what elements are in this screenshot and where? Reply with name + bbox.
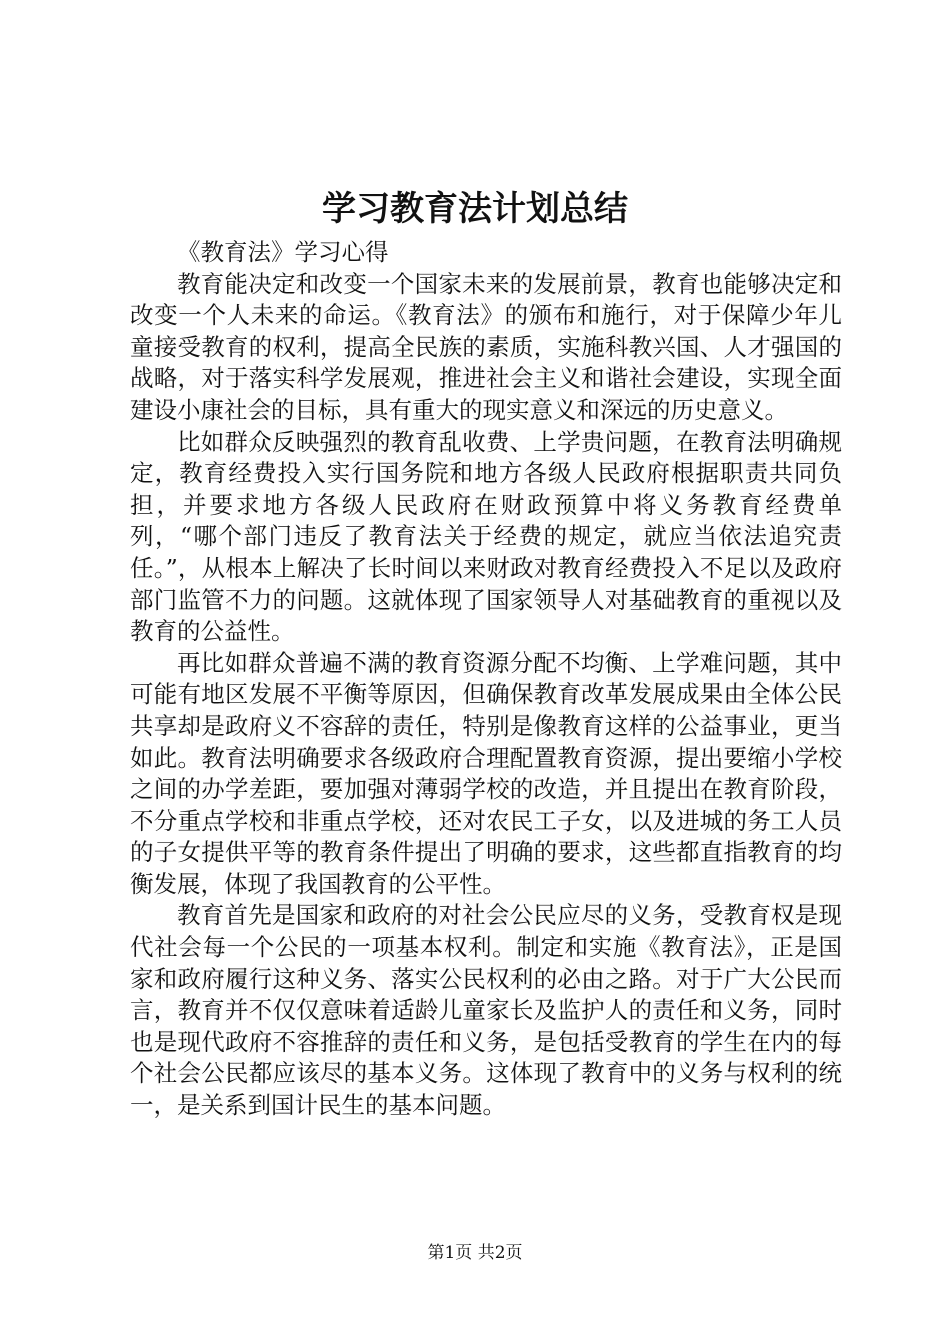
document-title: 学习教育法计划总结 — [322, 189, 628, 229]
paragraph-2: 比如群众反映强烈的教育乱收费、上学贵问题，在教育法明确规定，教育经费投入实行国务院和地方各级人民政府根据职责共同负担，并要求地方各级人民政府在财政预算中将义务教育经费单列，“哪个部门违反了教育法关于经费的规定，就应当依法追究责任。”，从根本上解决了长时间以来财政对教育经费投入不足以及政府部门监管不力的问题。这就体现了国家领导人对基础教育的重视以及教育的公益性。 — [130, 427, 842, 646]
paragraph-4: 教育首先是国家和政府的对社会公民应尽的义务，受教育权是现代社会每一个公民的一项基本权利。制定和实施《教育法》，正是国家和政府履行这种义务、落实公民权利的必由之路。对于广大公民而言，教育并不仅仅意味着适龄儿童家长及监护人的责任和义务，同时也是现代政府不容推辞的责任和义务，是包括受教育的学生在内的每个社会公民都应该尽的基本义务。这体现了教育中的义务与权利的统一，是关系到国计民生的基本问题。 — [130, 901, 842, 1120]
paragraph-1: 教育能决定和改变一个国家未来的发展前景，教育也能够决定和改变一个人未来的命运。《教育法》的颁布和施行，对于保障少年儿童接受教育的权利，提高全民族的素质，实施科教兴国、人才强国的战略，对于落实科学发展观，推进社会主义和谐社会建设，实现全面建设小康社会的目标，具有重大的现实意义和深远的历史意义。 — [130, 269, 842, 424]
paragraph-3: 再比如群众普遍不满的教育资源分配不均衡、上学难问题，其中可能有地区发展不平衡等原因，但确保教育改革发展成果由全体公民共享却是政府义不容辞的责任，特别是像教育这样的公益事业，更当如此。教育法明确要求各级政府合理配置教育资源，提出要缩小学校之间的办学差距，要加强对薄弱学校的改造，并且提出在教育阶段，不分重点学校和非重点学校，还对农民工子女，以及进城的务工人员的子女提供平等的教育条件提出了明确的要求，这些都直指教育的均衡发展，体现了我国教育的公平性。 — [130, 648, 842, 898]
page-number-footer: 第1页 共2页 — [427, 1243, 523, 1263]
paragraph-subtitle: 《教育法》学习心得 — [177, 238, 389, 266]
document-body — [130, 237, 842, 1122]
